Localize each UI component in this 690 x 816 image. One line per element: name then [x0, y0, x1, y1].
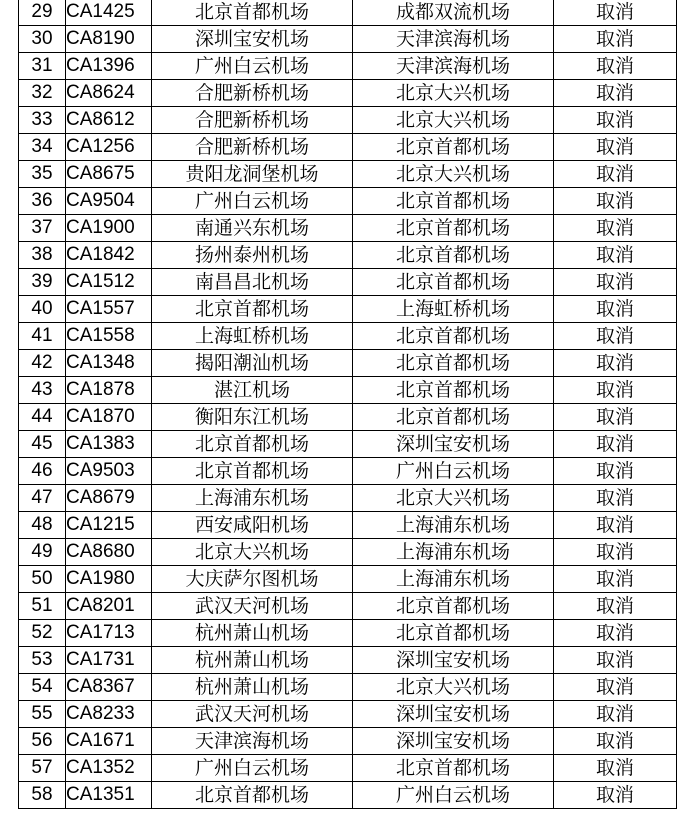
flight-status: 取消	[554, 755, 677, 782]
flight-status: 取消	[554, 728, 677, 755]
departure-airport: 北京首都机场	[152, 0, 353, 26]
flight-status: 取消	[554, 539, 677, 566]
departure-airport: 合肥新桥机场	[152, 134, 353, 161]
table-row	[19, 512, 677, 539]
arrival-airport: 上海浦东机场	[353, 566, 554, 593]
flight-number: CA1713	[66, 620, 152, 647]
flight-status: 取消	[554, 296, 677, 323]
flight-number: CA1870	[66, 404, 152, 431]
flight-status: 取消	[554, 0, 677, 26]
departure-airport: 杭州萧山机场	[152, 674, 353, 701]
arrival-airport: 广州白云机场	[353, 782, 554, 809]
arrival-airport: 天津滨海机场	[353, 26, 554, 53]
arrival-airport: 北京首都机场	[353, 215, 554, 242]
row-number: 46	[19, 458, 66, 485]
flight-status: 取消	[554, 485, 677, 512]
table-row	[19, 728, 677, 755]
flight-status: 取消	[554, 593, 677, 620]
row-number: 29	[19, 0, 66, 26]
table-row	[19, 593, 677, 620]
departure-airport: 合肥新桥机场	[152, 80, 353, 107]
table-row	[19, 26, 677, 53]
flight-number: CA1425	[66, 0, 152, 26]
table-row	[19, 215, 677, 242]
flight-status: 取消	[554, 80, 677, 107]
departure-airport: 合肥新桥机场	[152, 107, 353, 134]
arrival-airport: 上海浦东机场	[353, 512, 554, 539]
table-row	[19, 458, 677, 485]
flight-status: 取消	[554, 404, 677, 431]
flight-status: 取消	[554, 350, 677, 377]
arrival-airport: 北京首都机场	[353, 620, 554, 647]
table-row	[19, 647, 677, 674]
row-number: 57	[19, 755, 66, 782]
flight-number: CA1731	[66, 647, 152, 674]
departure-airport: 杭州萧山机场	[152, 647, 353, 674]
row-number: 55	[19, 701, 66, 728]
flight-number: CA1351	[66, 782, 152, 809]
row-number: 51	[19, 593, 66, 620]
departure-airport: 武汉天河机场	[152, 701, 353, 728]
flight-status: 取消	[554, 647, 677, 674]
arrival-airport: 北京大兴机场	[353, 674, 554, 701]
row-number: 50	[19, 566, 66, 593]
flight-number: CA8612	[66, 107, 152, 134]
departure-airport: 衡阳东江机场	[152, 404, 353, 431]
departure-airport: 上海浦东机场	[152, 485, 353, 512]
table-row	[19, 755, 677, 782]
departure-airport: 南昌昌北机场	[152, 269, 353, 296]
flight-number: CA1512	[66, 269, 152, 296]
departure-airport: 北京首都机场	[152, 458, 353, 485]
flight-table	[18, 0, 677, 809]
arrival-airport: 北京首都机场	[353, 242, 554, 269]
departure-airport: 北京首都机场	[152, 296, 353, 323]
arrival-airport: 成都双流机场	[353, 0, 554, 26]
arrival-airport: 北京首都机场	[353, 350, 554, 377]
flight-number: CA1842	[66, 242, 152, 269]
flight-number: CA1980	[66, 566, 152, 593]
table-row	[19, 242, 677, 269]
arrival-airport: 北京首都机场	[353, 188, 554, 215]
row-number: 43	[19, 377, 66, 404]
flight-status: 取消	[554, 323, 677, 350]
row-number: 35	[19, 161, 66, 188]
flight-status: 取消	[554, 134, 677, 161]
table-row	[19, 539, 677, 566]
arrival-airport: 北京大兴机场	[353, 107, 554, 134]
table-row	[19, 0, 677, 26]
arrival-airport: 北京大兴机场	[353, 161, 554, 188]
table-row	[19, 350, 677, 377]
flight-number: CA1557	[66, 296, 152, 323]
arrival-airport: 北京大兴机场	[353, 485, 554, 512]
table-row	[19, 323, 677, 350]
flight-number: CA8190	[66, 26, 152, 53]
row-number: 42	[19, 350, 66, 377]
flight-number: CA1878	[66, 377, 152, 404]
row-number: 31	[19, 53, 66, 80]
flight-status: 取消	[554, 161, 677, 188]
flight-status: 取消	[554, 674, 677, 701]
flight-status: 取消	[554, 188, 677, 215]
row-number: 38	[19, 242, 66, 269]
departure-airport: 深圳宝安机场	[152, 26, 353, 53]
flight-status: 取消	[554, 215, 677, 242]
departure-airport: 北京首都机场	[152, 431, 353, 458]
flight-number: CA1900	[66, 215, 152, 242]
table-row	[19, 53, 677, 80]
row-number: 30	[19, 26, 66, 53]
arrival-airport: 北京首都机场	[353, 134, 554, 161]
row-number: 53	[19, 647, 66, 674]
arrival-airport: 北京首都机场	[353, 323, 554, 350]
flight-number: CA1256	[66, 134, 152, 161]
flight-status: 取消	[554, 377, 677, 404]
table-row	[19, 377, 677, 404]
flight-number: CA1558	[66, 323, 152, 350]
table-row	[19, 80, 677, 107]
flight-status: 取消	[554, 107, 677, 134]
arrival-airport: 北京首都机场	[353, 404, 554, 431]
flight-number: CA8680	[66, 539, 152, 566]
arrival-airport: 上海虹桥机场	[353, 296, 554, 323]
arrival-airport: 天津滨海机场	[353, 53, 554, 80]
departure-airport: 广州白云机场	[152, 53, 353, 80]
flight-status: 取消	[554, 782, 677, 809]
row-number: 36	[19, 188, 66, 215]
row-number: 32	[19, 80, 66, 107]
flight-number: CA1671	[66, 728, 152, 755]
table-row	[19, 107, 677, 134]
arrival-airport: 深圳宝安机场	[353, 701, 554, 728]
departure-airport: 揭阳潮汕机场	[152, 350, 353, 377]
table-row	[19, 485, 677, 512]
row-number: 41	[19, 323, 66, 350]
row-number: 45	[19, 431, 66, 458]
table-row	[19, 134, 677, 161]
arrival-airport: 上海浦东机场	[353, 539, 554, 566]
table-row	[19, 782, 677, 809]
flight-status: 取消	[554, 701, 677, 728]
row-number: 52	[19, 620, 66, 647]
flight-status: 取消	[554, 458, 677, 485]
flight-number: CA1383	[66, 431, 152, 458]
departure-airport: 北京首都机场	[152, 782, 353, 809]
row-number: 47	[19, 485, 66, 512]
arrival-airport: 深圳宝安机场	[353, 431, 554, 458]
table-row	[19, 269, 677, 296]
flight-number: CA8201	[66, 593, 152, 620]
arrival-airport: 深圳宝安机场	[353, 728, 554, 755]
arrival-airport: 北京首都机场	[353, 269, 554, 296]
arrival-airport: 北京首都机场	[353, 377, 554, 404]
departure-airport: 西安咸阳机场	[152, 512, 353, 539]
table-row	[19, 431, 677, 458]
table-row	[19, 161, 677, 188]
departure-airport: 杭州萧山机场	[152, 620, 353, 647]
departure-airport: 湛江机场	[152, 377, 353, 404]
row-number: 40	[19, 296, 66, 323]
departure-airport: 扬州泰州机场	[152, 242, 353, 269]
flight-number: CA1348	[66, 350, 152, 377]
row-number: 54	[19, 674, 66, 701]
table-row	[19, 701, 677, 728]
flight-number: CA1352	[66, 755, 152, 782]
flight-number: CA8675	[66, 161, 152, 188]
arrival-airport: 北京大兴机场	[353, 80, 554, 107]
table-row	[19, 566, 677, 593]
row-number: 49	[19, 539, 66, 566]
flight-number: CA9503	[66, 458, 152, 485]
flight-status: 取消	[554, 620, 677, 647]
flight-status: 取消	[554, 269, 677, 296]
row-number: 39	[19, 269, 66, 296]
arrival-airport: 广州白云机场	[353, 458, 554, 485]
flight-number: CA8367	[66, 674, 152, 701]
arrival-airport: 深圳宝安机场	[353, 647, 554, 674]
flight-status: 取消	[554, 512, 677, 539]
row-number: 44	[19, 404, 66, 431]
row-number: 34	[19, 134, 66, 161]
row-number: 56	[19, 728, 66, 755]
departure-airport: 广州白云机场	[152, 755, 353, 782]
flight-number: CA9504	[66, 188, 152, 215]
departure-airport: 北京大兴机场	[152, 539, 353, 566]
flight-status: 取消	[554, 242, 677, 269]
flight-table-body	[19, 0, 677, 809]
flight-number: CA1396	[66, 53, 152, 80]
flight-number: CA1215	[66, 512, 152, 539]
flight-number: CA8679	[66, 485, 152, 512]
flight-status: 取消	[554, 26, 677, 53]
table-row	[19, 404, 677, 431]
arrival-airport: 北京首都机场	[353, 755, 554, 782]
departure-airport: 武汉天河机场	[152, 593, 353, 620]
flight-number: CA8624	[66, 80, 152, 107]
departure-airport: 大庆萨尔图机场	[152, 566, 353, 593]
row-number: 48	[19, 512, 66, 539]
row-number: 33	[19, 107, 66, 134]
row-number: 37	[19, 215, 66, 242]
flight-number: CA8233	[66, 701, 152, 728]
arrival-airport: 北京首都机场	[353, 593, 554, 620]
table-row	[19, 188, 677, 215]
flight-status: 取消	[554, 53, 677, 80]
departure-airport: 广州白云机场	[152, 188, 353, 215]
flight-status: 取消	[554, 431, 677, 458]
departure-airport: 上海虹桥机场	[152, 323, 353, 350]
departure-airport: 天津滨海机场	[152, 728, 353, 755]
departure-airport: 贵阳龙洞堡机场	[152, 161, 353, 188]
table-row	[19, 674, 677, 701]
flight-status: 取消	[554, 566, 677, 593]
table-row	[19, 296, 677, 323]
departure-airport: 南通兴东机场	[152, 215, 353, 242]
row-number: 58	[19, 782, 66, 809]
table-row	[19, 620, 677, 647]
